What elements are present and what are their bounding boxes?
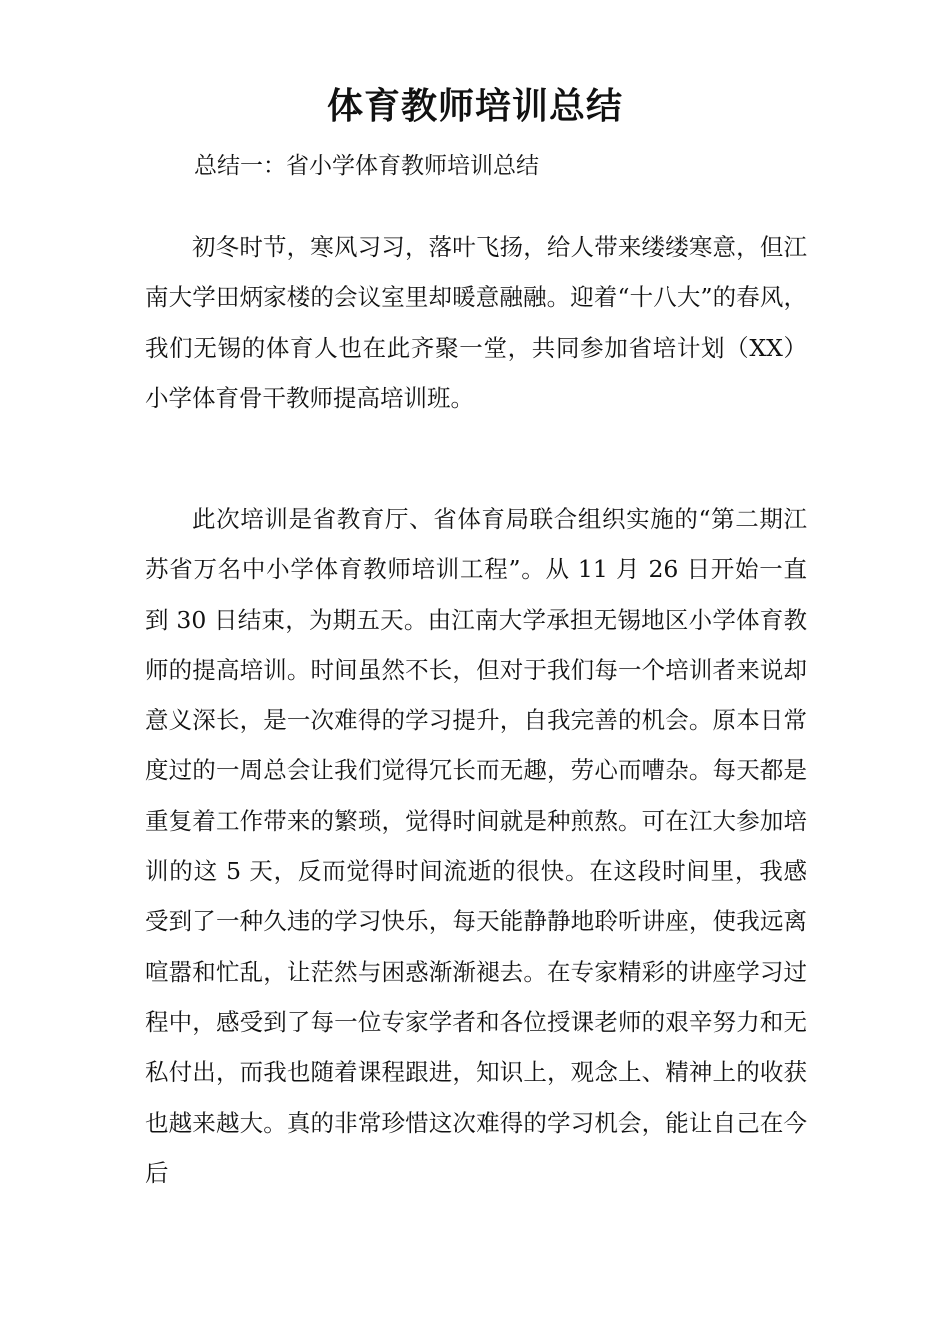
document-subtitle: 总结一：省小学体育教师培训总结 — [194, 153, 539, 179]
paragraph-intro: 初冬时节，寒风习习，落叶飞扬，给人带来缕缕寒意，但江南大学田炳家楼的会议室里却暖意融融。迎着“十八大”的春风，我们无锡的体育人也在此齐聚一堂，共同参加省培计划（XX）小学体育骨干教师提高培训班。 — [145, 233, 807, 412]
document-title: 体育教师培训总结 — [326, 85, 623, 127]
paragraph-body: 此次培训是省教育厅、省体育局联合组织实施的“第二期江苏省万名中小学体育教师培训工程”。从 11 月 26 日开始一直到 30 日结束，为期五天。由江南大学承担无锡地区小学体育教师的提高培训。时间虽然不长，但对于我们每一个培训者来说却意义深长，是一次难得的学习提升，自我完善的机会。原本日常度过的一周总会让我们觉得冗长而无趣，劳心而嘈杂。每天都是重复着工作带来的繁琐，觉得时间就是种煎熬。可在江大参加培训的这 5 天，反而觉得时间流逝的很快。在这段时间里，我感受到了一种久违的学习快乐，每天能静静地聆听讲座，使我远离喧嚣和忙乱，让茫然与困惑渐渐褪去。在专家精彩的讲座学习过程中，感受到了每一位专家学者和各位授课老师的艰辛努力和无私付出，而我也随着课程跟进，知识上，观念上、精神上的收获也越来越大。真的非常珍惜这次难得的学习机会，能让自己在今后 — [145, 505, 807, 1187]
